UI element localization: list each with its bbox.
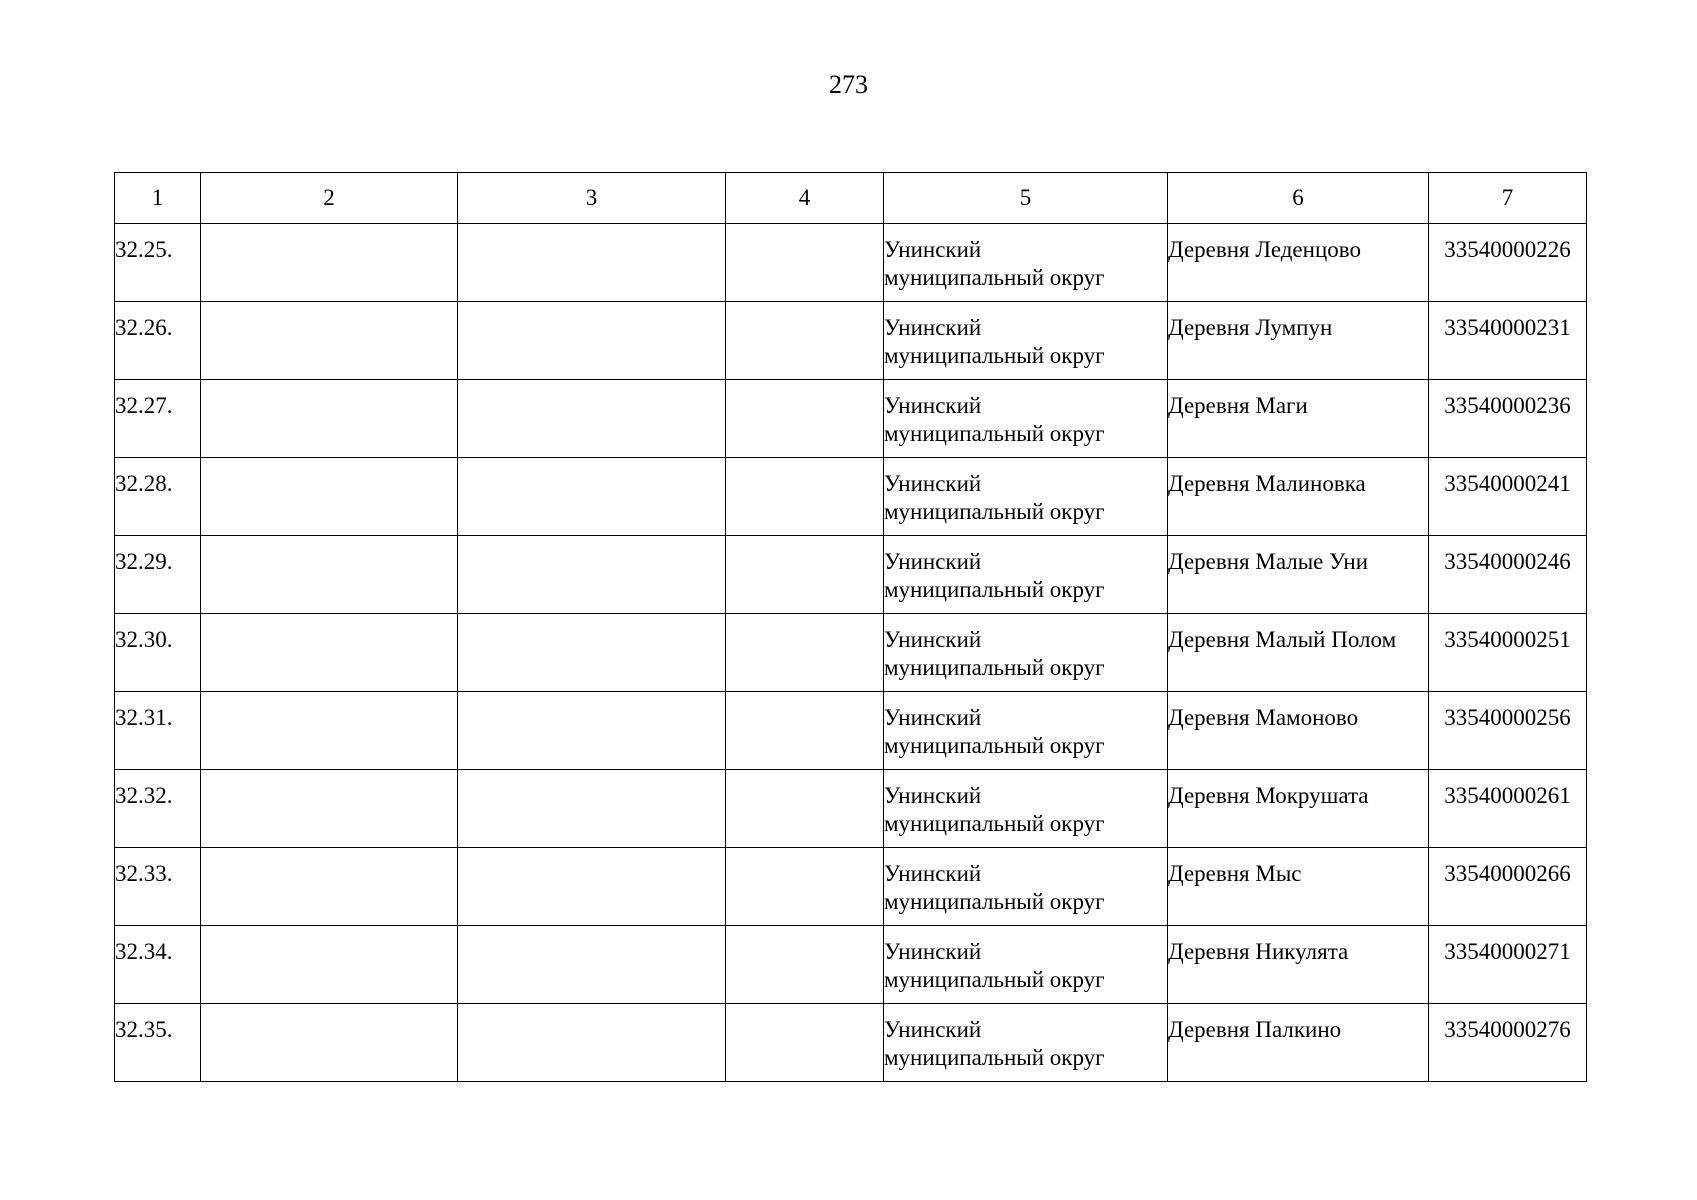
empty-cell-col-2	[201, 770, 458, 848]
oktmo-code-cell: 33540000266	[1429, 848, 1587, 926]
district-name-line-1: Унинский	[884, 1017, 982, 1042]
empty-cell-col-2	[201, 1004, 458, 1082]
row-number-cell: 32.25.	[115, 224, 201, 302]
table-row	[115, 1004, 1587, 1082]
empty-cell-col-4	[726, 458, 884, 536]
table-row	[115, 692, 1587, 770]
empty-cell-col-2	[201, 224, 458, 302]
settlement-name-cell: Деревня Леденцово	[1168, 224, 1429, 302]
district-cell	[884, 926, 1168, 1004]
settlement-name-cell: Деревня Малые Уни	[1168, 536, 1429, 614]
table-row	[115, 458, 1587, 536]
empty-cell-col-2	[201, 380, 458, 458]
row-number-cell: 32.30.	[115, 614, 201, 692]
district-cell	[884, 848, 1168, 926]
table-body	[115, 224, 1587, 1082]
oktmo-code-cell: 33540000231	[1429, 302, 1587, 380]
row-number-cell: 32.29.	[115, 536, 201, 614]
district-name-line-2: муниципальный округ	[884, 1045, 1105, 1070]
empty-cell-col-3	[458, 224, 726, 302]
empty-cell-col-2	[201, 926, 458, 1004]
empty-cell-col-4	[726, 380, 884, 458]
row-number-cell: 32.26.	[115, 302, 201, 380]
oktmo-code-cell: 33540000241	[1429, 458, 1587, 536]
district-name-line-2: муниципальный округ	[884, 421, 1105, 446]
district-cell	[884, 770, 1168, 848]
table-row	[115, 536, 1587, 614]
district-name-line-1: Унинский	[884, 627, 982, 652]
district-name-line-2: муниципальный округ	[884, 967, 1105, 992]
district-name-line-2: муниципальный округ	[884, 655, 1105, 680]
settlement-name-cell: Деревня Малый Полом	[1168, 614, 1429, 692]
district-name-line-2: муниципальный округ	[884, 811, 1105, 836]
settlement-name-cell: Деревня Малиновка	[1168, 458, 1429, 536]
table-row	[115, 302, 1587, 380]
empty-cell-col-2	[201, 536, 458, 614]
empty-cell-col-3	[458, 926, 726, 1004]
header-col-2: 2	[201, 173, 458, 224]
oktmo-code-cell: 33540000261	[1429, 770, 1587, 848]
district-cell	[884, 614, 1168, 692]
settlement-name-cell: Деревня Маги	[1168, 380, 1429, 458]
table-row	[115, 224, 1587, 302]
empty-cell-col-2	[201, 692, 458, 770]
oktmo-code-cell: 33540000276	[1429, 1004, 1587, 1082]
district-name-line-1: Унинский	[884, 939, 982, 964]
empty-cell-col-4	[726, 1004, 884, 1082]
header-col-3: 3	[458, 173, 726, 224]
table-row	[115, 848, 1587, 926]
district-name-line-1: Унинский	[884, 237, 982, 262]
empty-cell-col-3	[458, 380, 726, 458]
settlement-name-cell: Деревня Мамоново	[1168, 692, 1429, 770]
district-cell	[884, 380, 1168, 458]
district-name-line-1: Унинский	[884, 705, 982, 730]
empty-cell-col-2	[201, 614, 458, 692]
empty-cell-col-4	[726, 926, 884, 1004]
settlements-table	[114, 172, 1587, 1082]
empty-cell-col-4	[726, 302, 884, 380]
district-name-line-2: муниципальный округ	[884, 265, 1105, 290]
table-row	[115, 926, 1587, 1004]
settlement-name-cell: Деревня Никулята	[1168, 926, 1429, 1004]
district-name-line-2: муниципальный округ	[884, 733, 1105, 758]
table-row	[115, 380, 1587, 458]
oktmo-code-cell: 33540000271	[1429, 926, 1587, 1004]
oktmo-code-cell: 33540000251	[1429, 614, 1587, 692]
district-cell	[884, 458, 1168, 536]
district-name-line-2: муниципальный округ	[884, 889, 1105, 914]
empty-cell-col-4	[726, 692, 884, 770]
row-number-cell: 32.33.	[115, 848, 201, 926]
header-col-6: 6	[1168, 173, 1429, 224]
oktmo-code-cell: 33540000256	[1429, 692, 1587, 770]
page-number: 273	[829, 70, 868, 99]
empty-cell-col-4	[726, 770, 884, 848]
district-name-line-2: муниципальный округ	[884, 343, 1105, 368]
empty-cell-col-2	[201, 458, 458, 536]
empty-cell-col-3	[458, 458, 726, 536]
oktmo-code-cell: 33540000246	[1429, 536, 1587, 614]
empty-cell-col-3	[458, 1004, 726, 1082]
empty-cell-col-3	[458, 692, 726, 770]
settlement-name-cell: Деревня Мыс	[1168, 848, 1429, 926]
empty-cell-col-2	[201, 302, 458, 380]
empty-cell-col-4	[726, 614, 884, 692]
empty-cell-col-3	[458, 848, 726, 926]
empty-cell-col-4	[726, 848, 884, 926]
settlement-name-cell: Деревня Лумпун	[1168, 302, 1429, 380]
empty-cell-col-3	[458, 770, 726, 848]
empty-cell-col-4	[726, 224, 884, 302]
empty-cell-col-3	[458, 614, 726, 692]
settlement-name-cell: Деревня Палкино	[1168, 1004, 1429, 1082]
header-col-1: 1	[115, 173, 201, 224]
district-cell	[884, 302, 1168, 380]
table-header-row	[115, 173, 1587, 224]
settlement-name-cell: Деревня Мокрушата	[1168, 770, 1429, 848]
district-name-line-1: Унинский	[884, 861, 982, 886]
row-number-cell: 32.35.	[115, 1004, 201, 1082]
empty-cell-col-3	[458, 536, 726, 614]
oktmo-code-cell: 33540000236	[1429, 380, 1587, 458]
district-cell	[884, 224, 1168, 302]
row-number-cell: 32.32.	[115, 770, 201, 848]
table-row	[115, 770, 1587, 848]
district-cell	[884, 1004, 1168, 1082]
row-number-cell: 32.28.	[115, 458, 201, 536]
district-name-line-1: Унинский	[884, 315, 982, 340]
header-col-7: 7	[1429, 173, 1587, 224]
district-cell	[884, 692, 1168, 770]
district-name-line-1: Унинский	[884, 549, 982, 574]
row-number-cell: 32.31.	[115, 692, 201, 770]
district-name-line-1: Унинский	[884, 783, 982, 808]
district-name-line-1: Унинский	[884, 393, 982, 418]
oktmo-code-cell: 33540000226	[1429, 224, 1587, 302]
district-name-line-2: муниципальный округ	[884, 499, 1105, 524]
header-col-4: 4	[726, 173, 884, 224]
row-number-cell: 32.27.	[115, 380, 201, 458]
empty-cell-col-3	[458, 302, 726, 380]
row-number-cell: 32.34.	[115, 926, 201, 1004]
table-row	[115, 614, 1587, 692]
district-name-line-2: муниципальный округ	[884, 577, 1105, 602]
empty-cell-col-4	[726, 536, 884, 614]
district-cell	[884, 536, 1168, 614]
header-col-5: 5	[884, 173, 1168, 224]
empty-cell-col-2	[201, 848, 458, 926]
district-name-line-1: Унинский	[884, 471, 982, 496]
